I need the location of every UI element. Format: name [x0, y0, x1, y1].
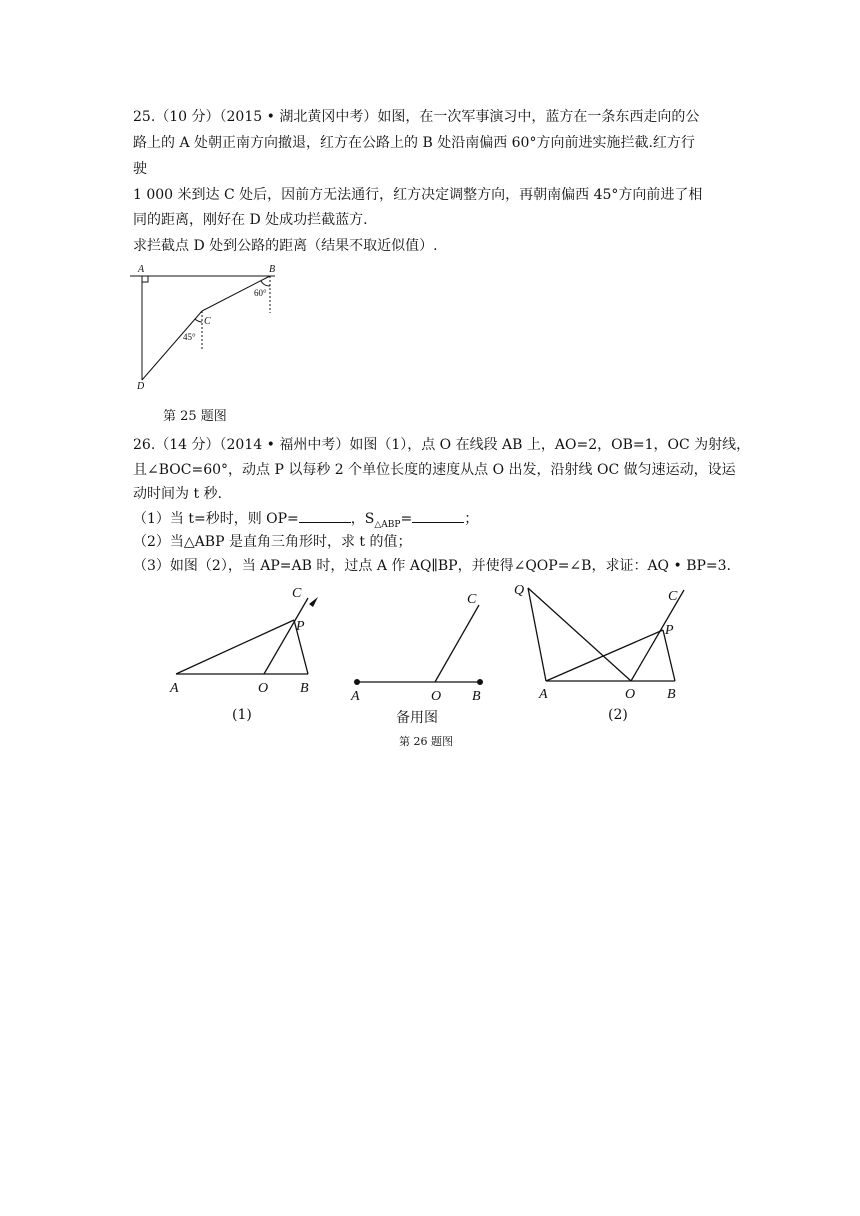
fig1-label-A: A: [170, 681, 179, 696]
direction-arrow-icon: [309, 597, 318, 607]
label-B: B: [269, 264, 276, 275]
figure-26-backup: [345, 585, 495, 705]
backup-label-C: C: [467, 592, 477, 607]
fig1-label-P: P: [296, 619, 305, 634]
angle-label-45: 45°: [183, 332, 196, 342]
figure-26-1: [168, 580, 333, 705]
backup-label-A: A: [351, 689, 360, 704]
angle-arc-60: [261, 281, 270, 286]
fig1-label-O: O: [258, 681, 269, 696]
q26-part-1-text-b: ，S: [350, 511, 375, 527]
q26-part-1-text-a: （1）当 t=秒时，则 OP=: [133, 511, 299, 527]
label-A: A: [138, 264, 145, 275]
q25-line-5: 同的距离，刚好在 D 处成功拦截蓝方.: [133, 212, 368, 228]
q26-line-2: 且∠BOC=60°，动点 P 以每秒 2 个单位长度的速度从点 O 出发，沿射线 OC 做匀速运动，设运: [133, 462, 736, 478]
label-C: C: [204, 316, 211, 327]
fig2-label-P: P: [665, 623, 674, 638]
label-D: D: [137, 381, 145, 392]
q26-part-1-subscript: △ABP: [374, 519, 401, 530]
q25-line-6: 求拦截点 D 处到公路的距离（结果不取近似值）.: [133, 238, 438, 254]
fig1-label-C: C: [292, 586, 302, 601]
fig2-label-A: A: [539, 687, 548, 702]
fig1-label-B: B: [300, 681, 309, 696]
q26-line-3: 动时间为 t 秒.: [133, 486, 222, 502]
q26-part-2: （2）当△ABP 是直角三角形时，求 t 的值；: [133, 534, 412, 550]
backup-label-B: B: [472, 689, 481, 704]
answer-blank-op[interactable]: [299, 508, 351, 523]
fig2-label-C: C: [668, 589, 678, 604]
figure-26-caption: 第 26 题图: [399, 735, 453, 748]
backup-point-B: [477, 679, 483, 685]
right-angle-mark-A: [142, 276, 148, 282]
q26-part-3: （3）如图（2），当 AP=AB 时，过点 A 作 AQ∥BP，并使得∠QOP=∠B，求证：AQ • BP=3.: [133, 558, 731, 574]
backup-point-A: [354, 679, 360, 685]
figure-26-backup-label: 备用图: [396, 710, 438, 726]
q25-line-2: 路上的 A 处朝正南方向撤退，红方在公路上的 B 处沿南偏西 60°方向前进实施拦截.红方行: [133, 135, 695, 151]
q25-line-4: 1 000 米到达 C 处后，因前方无法通行，红方决定调整方向，再朝南偏西 45°方向前进了相: [133, 187, 703, 203]
figure-26-2: [508, 578, 698, 706]
angle-arc-45: [195, 319, 202, 322]
fig2-label-B: B: [667, 687, 676, 702]
q26-line-1: 26.（14 分）（2014 • 福州中考）如图（1），点 O 在线段 AB 上，AO=2，OB=1，OC 为射线，: [133, 437, 751, 453]
ray-OC: [264, 598, 308, 674]
answer-blank-area[interactable]: [412, 508, 464, 523]
q25-line-3: 驶: [133, 161, 147, 177]
segment-CD: [142, 311, 202, 380]
figure-25: [130, 258, 290, 393]
segment-AP: [176, 620, 294, 674]
q26-part-1-text-d: ；: [464, 511, 479, 527]
angle-label-60: 60°: [254, 288, 267, 298]
backup-ray-OC: [435, 605, 479, 682]
q26-part-1-text-c: =: [400, 511, 413, 527]
q26-part-1: [133, 508, 478, 535]
figure-25-caption: 第 25 题图: [163, 409, 227, 424]
backup-label-O: O: [431, 689, 442, 704]
fig2-label-Q: Q: [514, 583, 525, 598]
fig2-label-O: O: [625, 687, 636, 702]
figure-26-1-label: (1): [232, 707, 252, 723]
q25-line-1: 25.（10 分）（2015 • 湖北黄冈中考）如图，在一次军事演习中，蓝方在一条东西走向的公: [133, 109, 700, 125]
figure-26-2-label: (2): [608, 707, 628, 723]
